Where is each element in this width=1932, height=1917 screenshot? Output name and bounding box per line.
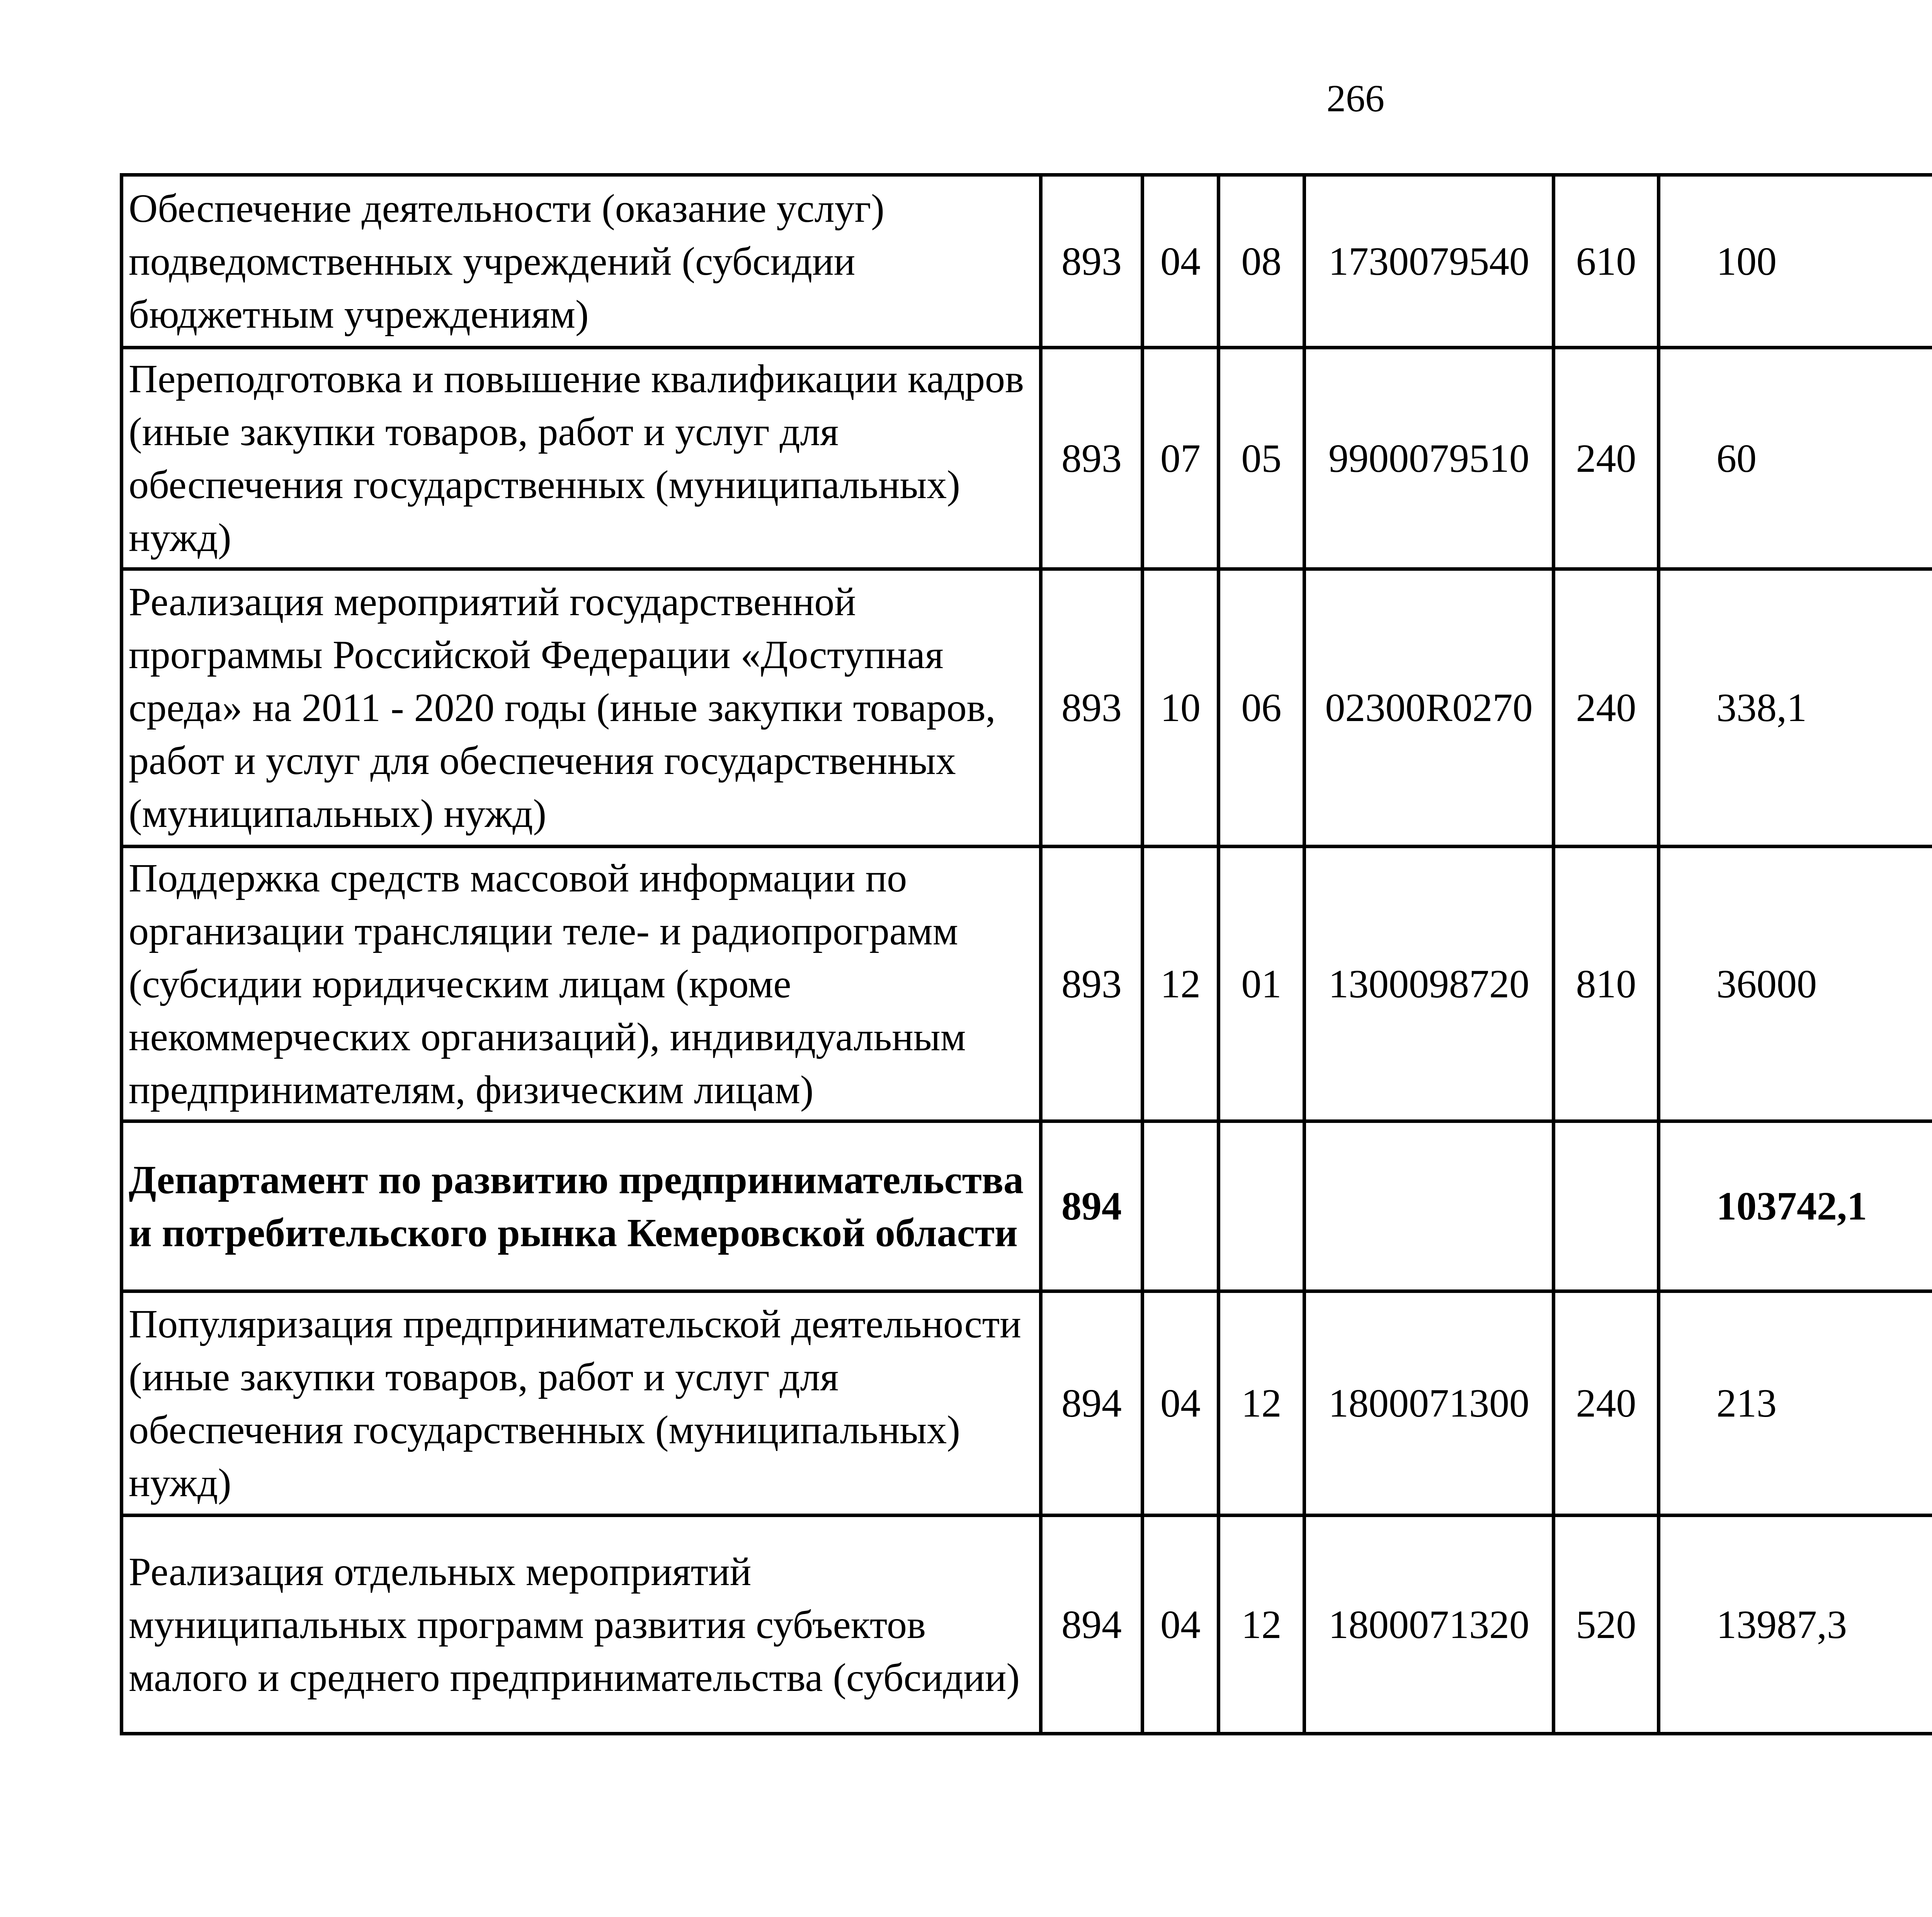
row-vr-cell: 240 bbox=[1554, 569, 1659, 847]
row-name-cell: Переподготовка и повышение квалификации кадров (иные закупки товаров, работ и услуг для обеспечения государственных (муниципальных) нужд) bbox=[122, 348, 1041, 569]
page-number: 266 bbox=[1327, 77, 1384, 120]
table-row bbox=[122, 1121, 1932, 1291]
row-sum1-cell: 338,1 bbox=[1659, 569, 1932, 847]
row-ved-cell: 894 bbox=[1041, 1516, 1143, 1734]
row-rz-cell: 07 bbox=[1143, 348, 1219, 569]
row-sum1-cell: 103742,1 bbox=[1659, 1121, 1932, 1291]
table-row bbox=[122, 1516, 1932, 1734]
row-csr-cell: 1800071320 bbox=[1304, 1516, 1554, 1734]
row-name-cell: Реализация мероприятий государственной программы Российской Федерации «Доступная среда» на 2011 - 2020 годы (иные закупки товаров, работ и услуг для обеспечения государственных (муниципальных) нужд) bbox=[122, 569, 1041, 847]
row-pr-cell: 06 bbox=[1219, 569, 1304, 847]
row-rz-cell bbox=[1143, 1121, 1219, 1291]
row-pr-cell: 05 bbox=[1219, 348, 1304, 569]
row-sum1-cell: 100 bbox=[1659, 175, 1932, 348]
row-name-cell: Обеспечение деятельности (оказание услуг) подведомственных учреждений (субсидии бюджетным учреждениям) bbox=[122, 175, 1041, 348]
table-row bbox=[122, 847, 1932, 1121]
row-sum1-cell: 213 bbox=[1659, 1291, 1932, 1516]
row-vr-cell bbox=[1554, 1121, 1659, 1291]
row-csr-cell: 1730079540 bbox=[1304, 175, 1554, 348]
row-pr-cell: 12 bbox=[1219, 1516, 1304, 1734]
row-vr-cell: 240 bbox=[1554, 1291, 1659, 1516]
row-rz-cell: 04 bbox=[1143, 1291, 1219, 1516]
table-row bbox=[122, 569, 1932, 847]
budget-table bbox=[120, 173, 1932, 1735]
row-ved-cell: 893 bbox=[1041, 569, 1143, 847]
row-vr-cell: 520 bbox=[1554, 1516, 1659, 1734]
row-csr-cell: 1300098720 bbox=[1304, 847, 1554, 1121]
row-sum1-cell: 13987,3 bbox=[1659, 1516, 1932, 1734]
row-vr-cell: 240 bbox=[1554, 348, 1659, 569]
table-row bbox=[122, 348, 1932, 569]
row-name-cell: Поддержка средств массовой информации по организации трансляции теле- и радиопрограмм (субсидии юридическим лицам (кроме некоммерческих организаций), индивидуальным предпринимателям, физическим лицам) bbox=[122, 847, 1041, 1121]
row-csr-cell bbox=[1304, 1121, 1554, 1291]
row-ved-cell: 894 bbox=[1041, 1291, 1143, 1516]
row-csr-cell: 9900079510 bbox=[1304, 348, 1554, 569]
row-ved-cell: 893 bbox=[1041, 847, 1143, 1121]
row-rz-cell: 04 bbox=[1143, 1516, 1219, 1734]
table-row bbox=[122, 175, 1932, 348]
row-pr-cell: 08 bbox=[1219, 175, 1304, 348]
row-pr-cell bbox=[1219, 1121, 1304, 1291]
row-rz-cell: 04 bbox=[1143, 175, 1219, 348]
table-row bbox=[122, 1291, 1932, 1516]
row-sum1-cell: 36000 bbox=[1659, 847, 1932, 1121]
row-csr-cell: 1800071300 bbox=[1304, 1291, 1554, 1516]
row-ved-cell: 893 bbox=[1041, 175, 1143, 348]
row-name-cell: Популяризация предпринимательской деятельности (иные закупки товаров, работ и услуг для обеспечения государственных (муниципальных) нужд) bbox=[122, 1291, 1041, 1516]
row-rz-cell: 12 bbox=[1143, 847, 1219, 1121]
row-vr-cell: 610 bbox=[1554, 175, 1659, 348]
row-sum1-cell: 60 bbox=[1659, 348, 1932, 569]
row-vr-cell: 810 bbox=[1554, 847, 1659, 1121]
row-ved-cell: 894 bbox=[1041, 1121, 1143, 1291]
row-csr-cell: 02300R0270 bbox=[1304, 569, 1554, 847]
row-pr-cell: 01 bbox=[1219, 847, 1304, 1121]
row-ved-cell: 893 bbox=[1041, 348, 1143, 569]
row-name-cell: Департамент по развитию предпринимательства и потребительского рынка Кемеровской области bbox=[122, 1121, 1041, 1291]
row-name-cell: Реализация отдельных мероприятий муниципальных программ развития субъектов малого и среднего предпринимательства (субсидии) bbox=[122, 1516, 1041, 1734]
budget-table-body bbox=[122, 175, 1932, 1734]
row-pr-cell: 12 bbox=[1219, 1291, 1304, 1516]
row-rz-cell: 10 bbox=[1143, 569, 1219, 847]
